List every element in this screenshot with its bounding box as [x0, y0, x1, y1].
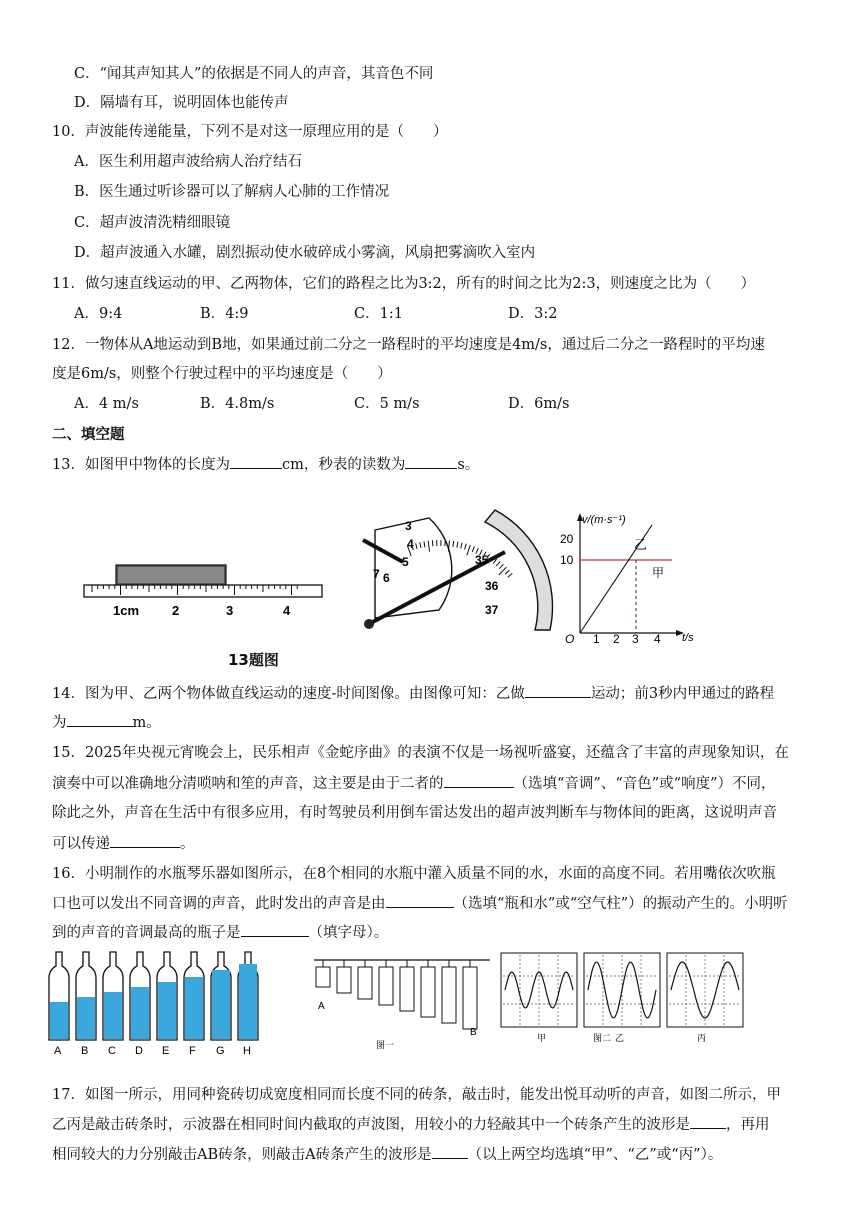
scope-label-jia: 甲 — [537, 1033, 547, 1043]
q10-option-c: C．超声波清洗精细眼镜 — [74, 215, 231, 231]
bottle-label: H — [243, 1045, 251, 1057]
q10-option-b: B．医生通过听诊器可以了解病人心肺的工作情况 — [74, 184, 390, 200]
scope-label-bing: 丙 — [697, 1033, 707, 1043]
bottle-water — [158, 982, 176, 1039]
q10-option-d: D．超声波通入水罐，剧烈振动使水破碎成小雾滴，风扇把雾滴吹入室内 — [74, 245, 536, 261]
q17-blank-tile-a[interactable] — [432, 1144, 468, 1159]
q11-option-c: C．1:1 — [354, 306, 403, 322]
bottle-water — [131, 987, 149, 1039]
bottle-label: G — [216, 1045, 225, 1057]
tile-label-b: B — [470, 1027, 477, 1038]
bottle-water — [185, 977, 203, 1039]
tile-bar — [421, 967, 435, 1017]
dial-tick — [472, 546, 474, 552]
pointer-pivot — [364, 619, 374, 629]
graph-y-tick-20: 20 — [560, 532, 574, 546]
q11-option-b: B．4:9 — [200, 306, 249, 322]
graph-x-tick-2: 2 — [613, 632, 620, 646]
dial-tick — [467, 545, 471, 555]
bottle-water — [104, 992, 122, 1039]
bottle-label: D — [135, 1045, 143, 1057]
graph-label-jia: 甲 — [652, 566, 665, 580]
q15-line4 — [52, 833, 195, 854]
q12-option-a: A．4 m/s — [74, 396, 139, 412]
q14-text-4: m。 — [132, 715, 161, 731]
q15-blank-info[interactable] — [110, 833, 180, 848]
graph-x-tick-4: 4 — [654, 632, 661, 646]
ruler-label-2: 2 — [172, 603, 180, 618]
q12-stem-line1: 12．一物体从A地运动到B地，如果通过前二分之一路程时的平均速度是4m/s，通过后二分之一路程时的平均速 — [52, 337, 765, 353]
q14-blank-motion[interactable] — [525, 683, 591, 698]
big-dial-36: 36 — [485, 579, 499, 593]
tile-bar — [358, 967, 372, 999]
tile-label-a: A — [318, 1001, 325, 1012]
block-texture — [118, 567, 224, 583]
q9-option-c: C．“闻其声知其人”的依据是不同人的声音，其音色不同 — [74, 66, 434, 82]
graph-y-label: v/(m·s⁻¹) — [582, 514, 626, 526]
q10-option-a: A．医生利用超声波给病人治疗结石 — [74, 154, 302, 170]
q16-text-2b: （选填“瓶和水”或“空气柱”）的振动产生的。小明听 — [453, 896, 788, 912]
graph-x-label: t/s — [682, 632, 694, 644]
dial-tick — [505, 570, 509, 574]
q17-line2 — [52, 1114, 770, 1135]
small-dial-face — [375, 518, 452, 618]
q15-line1: 15．2025年央视元宵晚会上，民乐相声《金蛇序曲》的表演不仅是一场视听盛宴，还蕴含了丰富的声现象知识，在 — [52, 745, 789, 761]
q17-line3 — [52, 1144, 722, 1165]
q16-blank-bottle[interactable] — [241, 922, 309, 937]
q15-line3: 除此之外，声音在生活中有很多应用，有时驾驶员利用倒车雷达发出的超声波判断车与物体间的距离，这说明声音 — [52, 805, 777, 821]
tile-bar — [316, 967, 330, 987]
bottle-label: C — [108, 1045, 116, 1057]
tile-bar — [400, 967, 414, 1011]
scope-group — [501, 953, 743, 1027]
q17-text-2a: 乙丙是敲击砖条时，示波器在相同时间内截取的声波图，用较小的力轻敲其中一个砖条产生的波形是 — [52, 1117, 690, 1133]
bottle-water — [77, 997, 95, 1039]
tile-bar — [463, 967, 477, 1029]
fig2-caption: 图二 — [593, 1033, 612, 1043]
dial-tick — [453, 541, 454, 547]
ruler-label-3: 3 — [226, 603, 234, 618]
small-dial-7: 7 — [373, 567, 380, 581]
q14-blank-distance[interactable] — [67, 712, 133, 727]
q16-line2 — [52, 893, 788, 914]
q16-blank-source[interactable] — [386, 893, 454, 908]
small-dial-6: 6 — [383, 571, 390, 585]
bottle-water — [50, 1002, 68, 1039]
bottle-water — [212, 970, 230, 1039]
ruler-figure — [80, 560, 330, 625]
q13-text-2: cm，秒表的读数为 — [281, 457, 406, 473]
dial-tick — [461, 543, 462, 549]
stopwatch-figure — [355, 500, 555, 645]
dial-tick — [508, 573, 513, 577]
q13-blank-stopwatch[interactable] — [405, 454, 457, 469]
q11-stem: 11．做匀速直线运动的甲、乙两物体，它们的路程之比为3:2，所有的时间之比为2:3，则速度之比为（ ） — [52, 276, 756, 292]
dial-tick — [499, 564, 503, 568]
q9-option-d: D．隔墙有耳，说明固体也能传声 — [74, 95, 289, 111]
q16-line1: 16．小明制作的水瓶琴乐器如图所示，在8个相同的水瓶中灌入质量不同的水，水面的高度不同。若用嘴依次吹瓶 — [52, 866, 776, 882]
q13-text-3: s。 — [457, 457, 480, 473]
bottle-group — [49, 952, 258, 1057]
tile-group — [316, 960, 477, 1029]
q17-text-3b: （以上两空均选填“甲”、“乙”或“丙”）。 — [467, 1147, 723, 1163]
q15-text-4a: 可以传递 — [52, 836, 110, 852]
water-bottles-figure — [45, 950, 275, 1058]
q14-text-2: 运动；前3秒内甲通过的路程 — [590, 686, 775, 702]
q15-text-2b: （选填“音调”、“音色”或“响度”）不同， — [513, 776, 776, 792]
q16-text-2a: 口也可以发出不同音调的声音，此时发出的声音是由 — [52, 896, 386, 912]
tile-bar — [337, 967, 351, 993]
q11-option-d: D．3:2 — [508, 306, 558, 322]
small-dial-3: 3 — [405, 519, 412, 533]
graph-y-tick-10: 10 — [560, 553, 574, 567]
q13-blank-length[interactable] — [230, 454, 282, 469]
q12-option-c: C．5 m/s — [354, 396, 420, 412]
section-heading: 二、填空题 — [52, 427, 125, 443]
bottle-water — [239, 964, 257, 1039]
q10-stem: 10．声波能传递能量，下列不是对这一原理应用的是（ ） — [52, 124, 448, 140]
fig1-caption: 图一 — [376, 1040, 395, 1050]
ruler-label-1cm: 1cm — [113, 603, 140, 618]
bottle-label: A — [54, 1045, 62, 1057]
q12-option-d: D．6m/s — [508, 396, 570, 412]
dial-tick — [496, 561, 500, 566]
fig13-caption: 13题图 — [228, 651, 279, 669]
q15-text-4b: 。 — [180, 836, 195, 852]
q14-text-1: 14．图为甲、乙两个物体做直线运动的速度-时间图像。由图像可知：乙做 — [52, 686, 525, 702]
big-dial-35: 35 — [475, 553, 489, 567]
graph-x-tick-1: 1 — [593, 632, 600, 646]
q12-option-b: B．4.8m/s — [200, 396, 275, 412]
q15-blank-timbre[interactable] — [444, 773, 514, 788]
tiles-figure — [310, 955, 495, 1050]
q13-stem — [52, 454, 479, 475]
graph-x-tick-3: 3 — [632, 632, 639, 646]
q12-stem-line2: 度是6m/s，则整个行驶过程中的平均速度是（ ） — [52, 366, 392, 382]
q13-text-1: 13．如图甲中物体的长度为 — [52, 457, 230, 473]
q17-blank-soft[interactable] — [690, 1114, 726, 1129]
dial-tick — [457, 542, 458, 548]
scope-label-yi: 乙 — [615, 1033, 625, 1043]
bottle-label: E — [162, 1045, 170, 1057]
velocity-time-graph — [560, 505, 710, 645]
q16-text-3a: 到的声音的音调最高的瓶子是 — [52, 925, 241, 941]
graph-label-yi: 乙 — [634, 537, 648, 552]
bottle-label: F — [189, 1045, 196, 1057]
q17-text-3a: 相同较大的力分别敲击AB砖条，则敲击A砖条产生的波形是 — [52, 1147, 432, 1163]
tile-bar — [442, 967, 456, 1023]
oscilloscope-figure — [497, 953, 747, 1043]
bottle-label: B — [81, 1045, 89, 1057]
dial-tick — [465, 544, 467, 550]
q14-line1 — [52, 683, 774, 704]
q17-line1: 17．如图一所示，用同种瓷砖切成宽度相同而长度不同的砖条，敲击时，能发出悦耳动听的声音，如图二所示，甲 — [52, 1087, 781, 1103]
q14-line2 — [52, 712, 161, 733]
small-dial-4: 4 — [407, 537, 414, 551]
big-dial-37: 37 — [485, 603, 499, 617]
q16-line3 — [52, 922, 388, 943]
q15-line2 — [52, 773, 775, 794]
small-dial-5: 5 — [402, 555, 409, 569]
ruler-label-4: 4 — [283, 603, 291, 618]
q14-text-3: 为 — [52, 715, 67, 731]
graph-origin: O — [565, 632, 575, 646]
q17-text-2b: ，再用 — [726, 1117, 770, 1133]
tile-bar — [379, 967, 393, 1005]
q16-text-3b: （填字母）。 — [308, 925, 389, 941]
q11-option-a: A．9:4 — [74, 306, 123, 322]
q15-text-2a: 演奏中可以准确地分清唢呐和笙的声音，这主要是由于二者的 — [52, 776, 444, 792]
